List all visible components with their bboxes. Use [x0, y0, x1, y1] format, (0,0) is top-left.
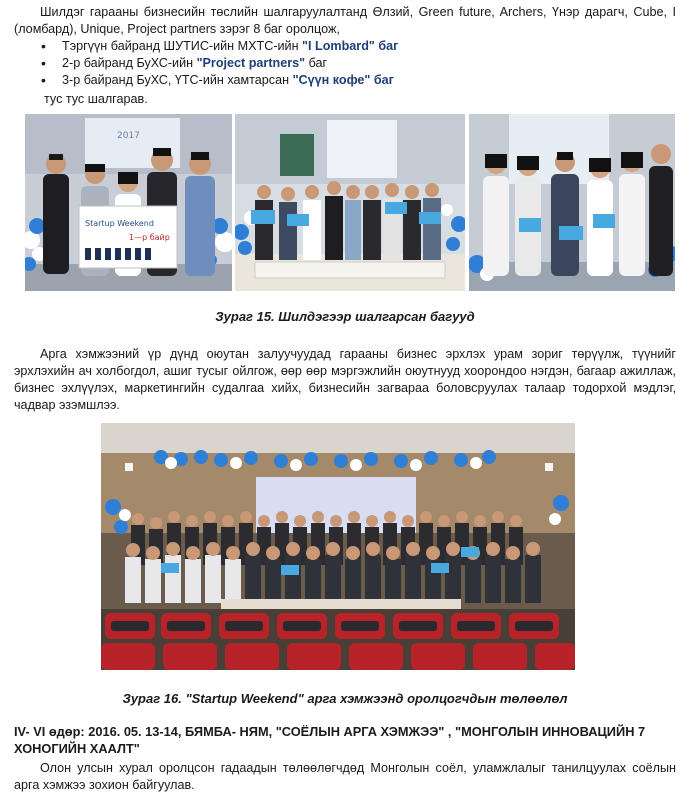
winner-1-team: "I Lombard" баг — [302, 39, 399, 53]
section-text: Олон улсын хурал оролцсон гадаадын төлөөлөгчдөд Монголын соёл, уламжлалыг танилцуулах соёлын арга хэмжээ зохион байгуулав. — [14, 761, 676, 792]
winner-3-team: "Сүүн кофе" баг — [292, 73, 394, 87]
intro-text: Шилдэг гарааны бизнесийн төслийн шалгаруулалтанд Өлзий, Green future, Archers, Үнэр дарагч, Cube, I (ломбард), Unique, Project partners зэрэг 8 баг оролцож, — [14, 5, 676, 36]
winner-2-prefix: 2-р байранд БуХС-ийн — [62, 56, 197, 70]
winners-list — [14, 38, 676, 89]
figure-15-caption: Зураг 15. Шилдэгээр шалгарсан багууд — [215, 309, 475, 324]
banner-year: 2017 — [117, 131, 140, 141]
intro-paragraph — [14, 4, 676, 38]
result-paragraph: Арга хэмжээний үр дүнд оюутан залуучуудад гарааны бизнес эрхлэх урам зориг төрүүлж, түүнийг эрхлэхийн ач холбогдол, ашиг тусыг ойлгож, өөр өөр мэргэжлийн оюутнууд хоорондоо нэгдэн, багаар ажиллаж, бизнес эхлүүлэх, маркетингийн судалгаа хийх, бизнесийн загвараа боловсруулах талаар тодорхой мэдлэг, чадвар эзэмшлээ. — [14, 347, 676, 412]
group-photo — [101, 423, 575, 670]
winner-3-prefix: 3-р байранд БуХС, ҮТС-ийн хамтарсан — [62, 73, 293, 87]
figure-16-caption: Зураг 16. "Startup Weekend" арга хэмжээнд оролцогчдын төлөөлөл — [122, 691, 568, 706]
award-board-title: Startup Weekend — [85, 219, 154, 228]
winner-item-3 — [14, 72, 676, 89]
winner-1-prefix: Тэргүүн байранд ШУТИС-ийн МХТС-ийн — [62, 39, 303, 53]
winner-2-team: "Project partners" — [196, 56, 306, 70]
winner-item-1 — [14, 38, 676, 55]
section-heading: IV- VI өдөр: 2016. 05. 13-14, БЯМБА- НЯМ, "СОЁЛЫН АРГА ХЭМЖЭЭ" , "МОНГОЛЫН ИННОВАЦИЙН 7 ХОНОГИЙН ХААЛТ" — [14, 724, 646, 756]
award-board-place: 1—р байр — [129, 233, 170, 242]
intro-tail: тус тус шалгарав. — [44, 92, 148, 106]
winner-photo-3 — [469, 114, 675, 291]
winner-item-2 — [14, 55, 676, 72]
winner-photo-1 — [25, 114, 232, 291]
winner-2-suffix: баг — [305, 56, 328, 70]
winner-photo-2 — [235, 114, 465, 291]
